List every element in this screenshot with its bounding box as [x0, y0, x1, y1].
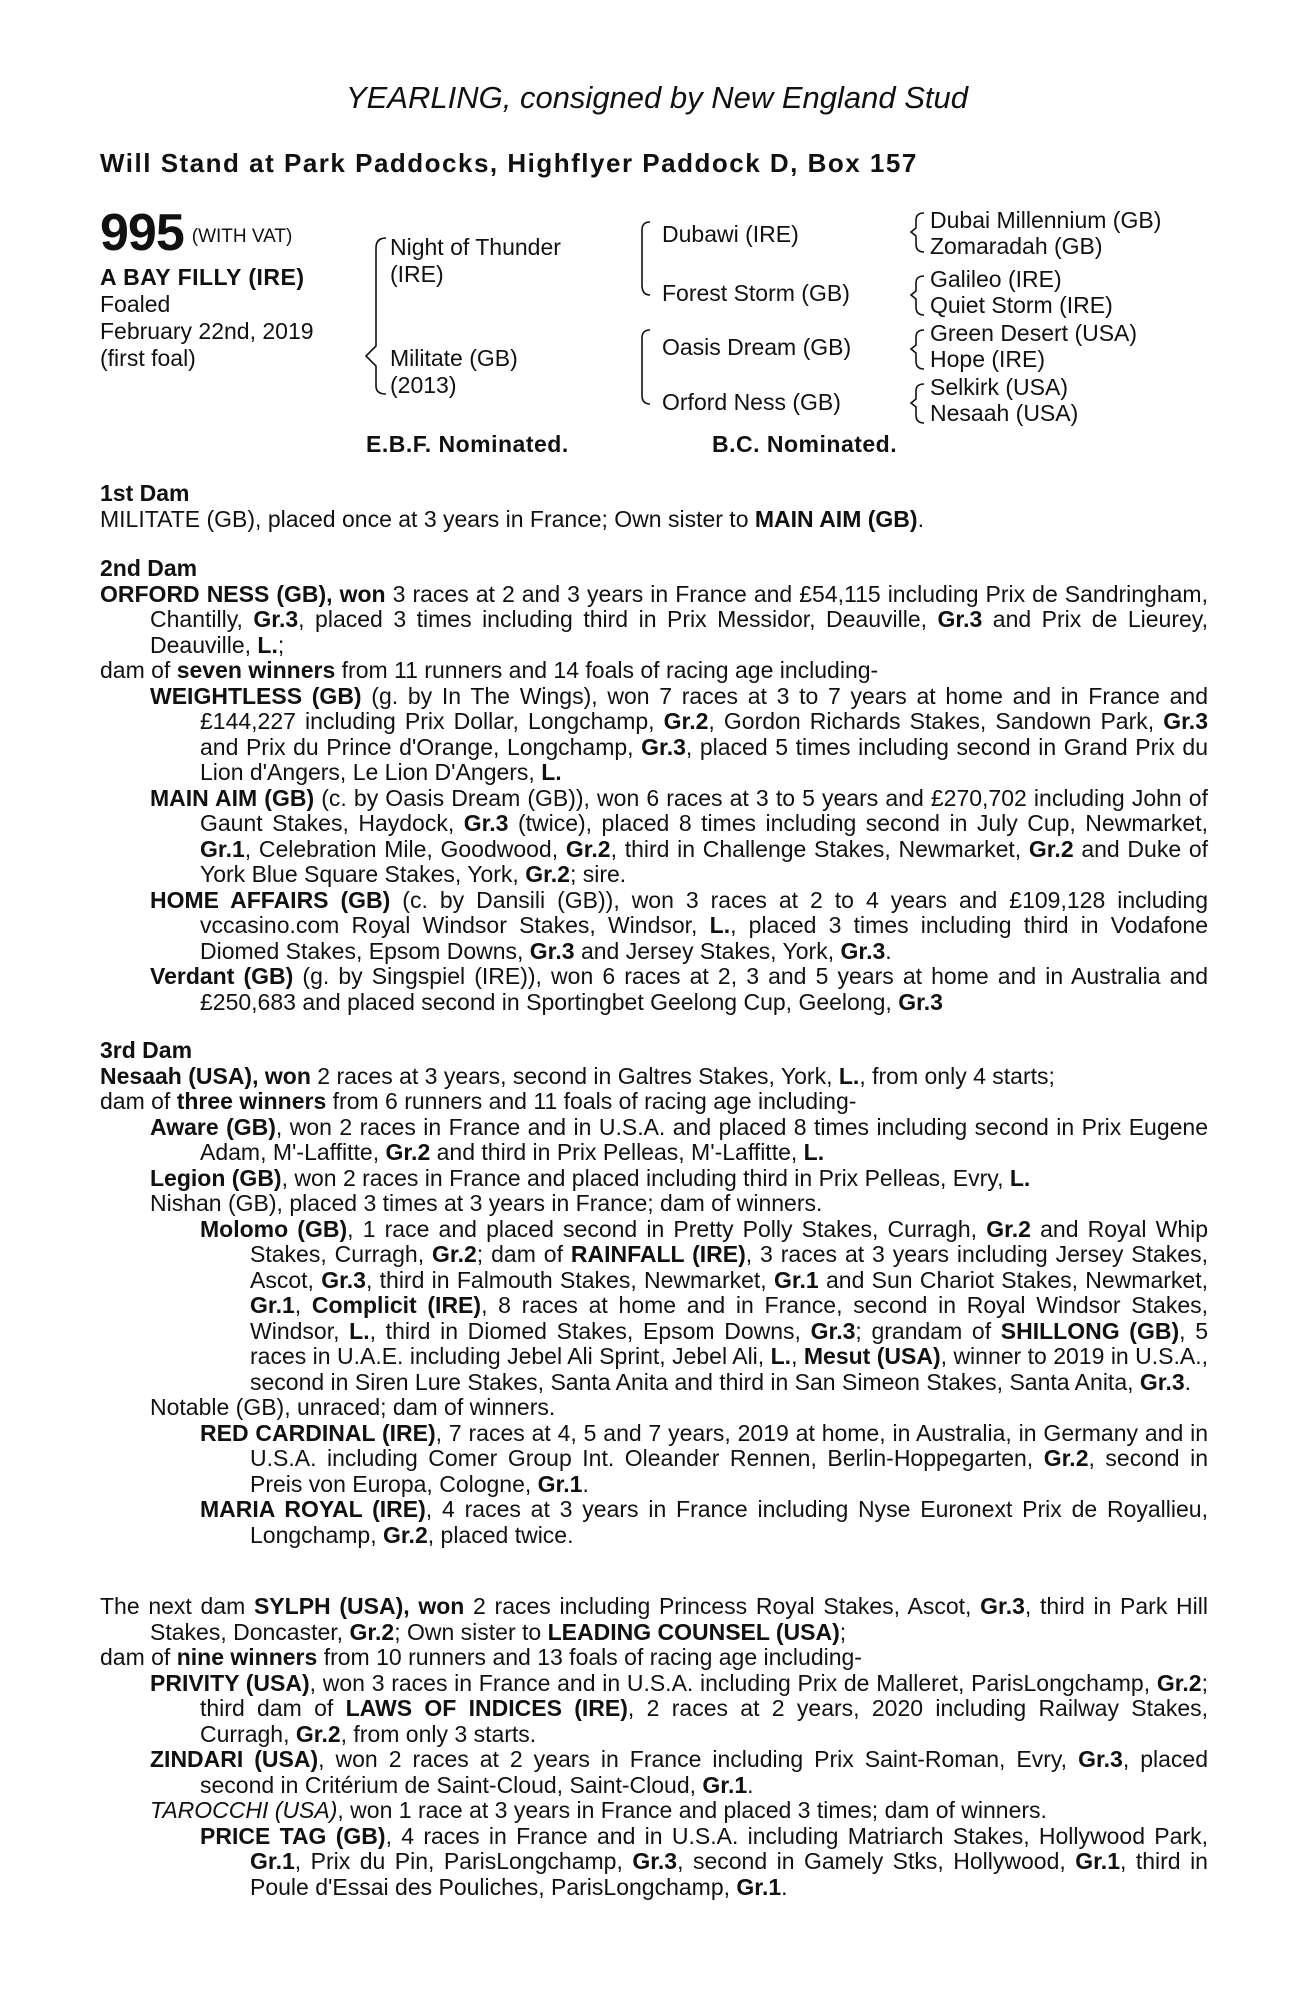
sire-name-line2: (IRE) — [390, 261, 444, 287]
produce-price-tag — [100, 1824, 1208, 1901]
bold-text: L. — [838, 1062, 860, 1089]
lot-number: 995 — [100, 204, 184, 262]
bold-text: Gr.3 — [937, 606, 983, 632]
bold-text: L. — [257, 631, 278, 658]
text: , from only 3 starts. — [340, 1720, 537, 1747]
text: and Duke of York Blue Square Stakes, York, — [200, 835, 1209, 887]
produce-notable — [100, 1395, 1208, 1421]
bold-text: RAINFALL (IRE) — [570, 1241, 746, 1267]
bold-text: MARIA ROYAL (IRE) — [200, 1496, 426, 1522]
produce-legion — [100, 1166, 1208, 1192]
sire-sire: Dubawi (IRE) — [662, 221, 799, 247]
text: MILITATE (GB), placed once at 3 years in France; Own sister to — [100, 505, 755, 532]
bold-text: Gr.3 — [529, 937, 575, 964]
second-dam-section — [100, 556, 1208, 1015]
bold-text: Gr.2 — [1156, 1669, 1202, 1696]
produce-main-aim — [100, 786, 1208, 888]
bold-text: Gr.2 — [382, 1521, 428, 1548]
text: . — [917, 505, 924, 532]
bold-text: Gr.3 — [1078, 1746, 1123, 1772]
second-dam-record — [100, 582, 1208, 659]
dam-line-brace — [642, 330, 650, 404]
text: and Jersey Stakes, York, — [574, 937, 841, 964]
text: , placed twice. — [427, 1521, 574, 1548]
next-dam-section — [100, 1594, 1208, 1900]
bold-text: L. — [803, 1139, 825, 1165]
bold-text: LEADING COUNSEL (USA) — [547, 1618, 840, 1645]
bold-text: Gr.1 — [773, 1266, 819, 1293]
gg-2: Zomaradah (GB) — [930, 233, 1103, 259]
text: , won 3 races in France and in U.S.A. including Prix de Malleret, ParisLongchamp, — [309, 1669, 1157, 1696]
text: dam of — [100, 1644, 177, 1670]
text: Notable (GB), unraced; dam of winners. — [150, 1394, 556, 1420]
bold-text: Gr.1 — [1075, 1848, 1120, 1874]
foaled-date: February 22nd, 2019 — [100, 318, 314, 344]
bold-text: Gr.2 — [525, 861, 570, 887]
text: . — [747, 1771, 754, 1798]
text: . — [582, 1470, 589, 1497]
produce-nishan — [100, 1191, 1208, 1217]
bold-text: L. — [349, 1317, 370, 1344]
bold-text: Legion (GB) — [150, 1164, 282, 1191]
bold-text: Gr.2 — [1043, 1445, 1089, 1471]
sire-line-brace — [642, 222, 650, 295]
third-dam-produce-summary — [100, 1089, 1208, 1115]
produce-molomo — [100, 1217, 1208, 1396]
bold-text: ZINDARI (USA) — [150, 1746, 319, 1772]
italic-text: TAROCCHI (USA) — [150, 1797, 338, 1823]
bold-text: PRIVITY (USA) — [150, 1669, 310, 1696]
bold-text: Gr.3 — [1139, 1368, 1185, 1395]
text: ; grandam of — [855, 1317, 1001, 1344]
bold-text: RED CARDINAL (IRE) — [200, 1419, 436, 1446]
text: ; — [277, 631, 285, 658]
text: , 4 races at 3 years in France including Nyse Euronext Prix de Royallieu, Longchamp, — [250, 1496, 1208, 1548]
bold-text: Gr.3 — [980, 1593, 1025, 1619]
sire-dam-brace — [366, 238, 386, 394]
sire-dam: Forest Storm (GB) — [662, 280, 850, 306]
bold-text: SYLPH (USA), won — [253, 1593, 465, 1619]
sire-name-line1: Night of Thunder — [390, 234, 561, 260]
bold-text: MAIN AIM (GB) — [150, 784, 315, 811]
text: , third in Challenge Stakes, Newmarket, — [610, 835, 1029, 862]
text: , placed 3 times including third in Prix Messidor, Deauville, — [298, 606, 938, 632]
bold-text: WEIGHTLESS (GB) — [150, 682, 362, 709]
text: dam of — [100, 1088, 177, 1114]
text: and Sun Chariot Stakes, Newmarket, — [818, 1266, 1208, 1293]
bold-text: SHILLONG (GB) — [1000, 1317, 1180, 1344]
bold-text: LAWS OF INDICES (IRE) — [345, 1695, 628, 1721]
text: from 11 runners and 14 foals of racing age including- — [335, 657, 879, 683]
text: 2 races at 3 years, second in Galtres Stakes, York, — [310, 1062, 839, 1089]
gg-7: Selkirk (USA) — [930, 374, 1069, 400]
text: (twice), placed 8 times including second in July Cup, Newmarket, — [508, 810, 1209, 836]
text: , Celebration Mile, Goodwood, — [244, 835, 566, 862]
text: ; third dam of — [200, 1669, 1208, 1721]
text: ; Own sister to — [394, 1618, 548, 1645]
text: dam of — [100, 657, 177, 683]
text: . — [885, 937, 892, 964]
text: and Royal Whip Stakes, Curragh, — [250, 1215, 1209, 1267]
produce-zindari — [100, 1747, 1208, 1798]
text: 3 races at 2 and 3 years in France and £54,115 including Prix de Sandringham, Chantilly, — [150, 580, 1208, 632]
bold-text: Gr.3 — [1163, 708, 1208, 734]
page-title: YEARLING, consigned by New England Stud — [345, 80, 969, 115]
dam-name-line1: Militate (GB) — [390, 345, 518, 371]
text: , third in Park Hill Stakes, Doncaster, — [150, 1593, 1208, 1645]
bold-text: Gr.2 — [385, 1139, 431, 1165]
text: Nishan (GB), placed 3 times at 3 years in France; dam of winners. — [150, 1190, 823, 1216]
next-dam-record — [100, 1594, 1208, 1645]
bold-text: L. — [709, 912, 731, 938]
bold-text: L. — [770, 1343, 792, 1369]
bold-text: Gr.3 — [641, 733, 686, 760]
next-dam-produce-summary — [100, 1645, 1208, 1671]
third-dam-section — [100, 1038, 1208, 1548]
dam-name-line2: (2013) — [390, 372, 457, 398]
bold-text: Gr.2 — [986, 1215, 1031, 1242]
bold-text: Gr.1 — [736, 1873, 782, 1900]
bold-text: Gr.1 — [200, 835, 245, 862]
text: The next dam — [100, 1593, 254, 1619]
dam-dam: Orford Ness (GB) — [662, 389, 841, 415]
text: , — [791, 1343, 804, 1369]
orford-ness-brace — [911, 384, 924, 423]
bold-text: Aware (GB) — [150, 1113, 276, 1140]
bold-text: Gr.3 — [840, 937, 886, 964]
bold-text: L. — [1009, 1164, 1031, 1191]
text: (g. by Singspiel (IRE)), won 6 races at 2, 3 and 5 years at home and in Australia and £250,683 and placed second in Sportingbet Geelong Cup, Geelong, — [200, 963, 1208, 1015]
bold-text: Nesaah (USA), won — [100, 1062, 311, 1089]
second-dam-produce-summary — [100, 658, 1208, 684]
text: , second in Preis von Europa, Cologne, — [250, 1445, 1208, 1497]
text: , 8 races at home and in France, second in Royal Windsor Stakes, Windsor, — [250, 1292, 1209, 1344]
text: , Prix du Pin, ParisLongchamp, — [294, 1848, 633, 1874]
stand-location: Will Stand at Park Paddocks, Highflyer Paddock D, Box 157 — [100, 148, 918, 178]
foal-note: (first foal) — [100, 345, 196, 371]
gg-4: Quiet Storm (IRE) — [930, 292, 1113, 318]
produce-red-cardinal — [100, 1421, 1208, 1498]
text: ; dam of — [476, 1241, 571, 1267]
text: , placed 3 times including third in Vodafone Diomed Stakes, Epsom Downs, — [200, 912, 1209, 964]
gg-8: Nesaah (USA) — [930, 400, 1079, 426]
foaled-label: Foaled — [100, 291, 171, 317]
text: . — [1184, 1368, 1192, 1395]
bold-text: MAIN AIM (GB) — [754, 505, 918, 532]
text: , second in Gamely Stks, Hollywood, — [677, 1848, 1076, 1874]
produce-home-affairs — [100, 888, 1208, 965]
bold-text: three winners — [176, 1088, 327, 1114]
text: , third in Poule d'Essai des Pouliches, ParisLongchamp, — [250, 1848, 1208, 1900]
text: from 10 runners and 13 foals of racing age including- — [317, 1644, 862, 1670]
text: , Gordon Richards Stakes, Sandown Park, — [708, 708, 1164, 734]
bold-text: Verdant (GB) — [150, 963, 294, 989]
text: , — [294, 1292, 312, 1318]
bold-text: Gr.2 — [663, 708, 709, 734]
first-dam-text — [100, 507, 1208, 533]
text: and Prix de Lieurey, Deauville, — [150, 606, 1208, 658]
vat-label: (WITH VAT) — [191, 226, 293, 247]
bc-nominated: B.C. Nominated. — [712, 431, 898, 457]
text: , placed 5 times including second in Grand Prix du Lion d'Angers, Le Lion D'Angers, — [200, 733, 1208, 785]
bold-text: Gr.2 — [349, 1618, 395, 1645]
first-dam-section — [100, 481, 1208, 532]
produce-weightless — [100, 684, 1208, 786]
bold-text: Gr.3 — [898, 988, 943, 1015]
text: , won 1 race at 3 years in France and placed 3 times; dam of winners. — [337, 1797, 1047, 1823]
bold-text: Molomo (GB) — [200, 1215, 348, 1242]
text: , third in Diomed Stakes, Epsom Downs, — [369, 1317, 811, 1344]
ebf-nominated: E.B.F. Nominated. — [366, 431, 569, 457]
first-dam-heading: 1st Dam — [100, 480, 190, 506]
text: from 6 runners and 11 foals of racing age including- — [326, 1088, 857, 1114]
bold-text: Gr.1 — [250, 1292, 295, 1318]
text: (c. by Dansili (GB)), won 3 races at 2 to 4 years and £109,128 including vccasino.com Royal Windsor Stakes, Windsor, — [200, 886, 1209, 938]
bold-text: Gr.2 — [1028, 835, 1074, 862]
bold-text: Gr.3 — [463, 810, 509, 836]
bold-text: Gr.2 — [295, 1720, 341, 1747]
text: , 5 races in U.A.E. including Jebel Ali Sprint, Jebel Ali, — [250, 1317, 1208, 1369]
text: and Prix du Prince d'Orange, Longchamp, — [200, 733, 642, 760]
produce-verdant — [100, 964, 1208, 1015]
bold-text: Gr.2 — [432, 1241, 477, 1267]
bold-text: Gr.1 — [537, 1470, 583, 1497]
forest-storm-brace — [911, 276, 924, 315]
text: , 4 races in France and in U.S.A. including Matriarch Stakes, Hollywood Park, — [385, 1822, 1208, 1849]
third-dam-heading: 3rd Dam — [100, 1037, 193, 1063]
text: , won 2 races in France and placed including third in Prix Pelleas, Evry, — [281, 1164, 1010, 1191]
gg-1: Dubai Millennium (GB) — [930, 207, 1162, 233]
second-dam-heading: 2nd Dam — [100, 555, 198, 581]
gg-6: Hope (IRE) — [930, 346, 1046, 372]
text: , won 2 races in France and in U.S.A. and placed 8 times including second in Prix Eugene Adam, M'-Laffitte, — [200, 1113, 1208, 1165]
produce-aware — [100, 1115, 1208, 1166]
dam-name — [390, 345, 518, 399]
bold-text: Mesut (USA) — [803, 1343, 941, 1369]
bold-text: PRICE TAG (GB) — [200, 1822, 386, 1849]
bold-text: seven winners — [176, 657, 336, 683]
sire-name — [390, 234, 561, 288]
text: , winner to 2019 in U.S.A., second in Siren Lure Stakes, Santa Anita and third in San Simeon Stakes, Santa Anita, — [250, 1343, 1208, 1395]
horse-name: A BAY FILLY (IRE) — [100, 264, 305, 290]
text: , 2 races at 2 years, 2020 including Railway Stakes, Curragh, — [200, 1695, 1208, 1747]
produce-tarocchi — [100, 1798, 1208, 1824]
text: . — [781, 1873, 788, 1900]
text: (g. by In The Wings), won 7 races at 3 to 7 years at home and in France and £144,227 including Prix Dollar, Longchamp, — [200, 682, 1208, 734]
bold-text: Gr.3 — [632, 1848, 678, 1874]
text: , placed second in Critérium de Saint-Cloud, Saint-Cloud, — [200, 1746, 1208, 1798]
text: ; sire. — [569, 861, 627, 887]
produce-privity — [100, 1671, 1208, 1748]
bold-text: Gr.3 — [810, 1317, 856, 1344]
bold-text: HOME AFFAIRS (GB) — [150, 886, 391, 913]
bold-text: Gr.1 — [250, 1848, 295, 1874]
bold-text: nine winners — [176, 1644, 318, 1670]
oasis-dream-brace — [911, 330, 924, 369]
text: , 1 race and placed second in Pretty Polly Stakes, Curragh, — [347, 1215, 987, 1242]
bold-text: ORFORD NESS (GB), won — [100, 580, 386, 607]
text: , won 2 races at 2 years in France including Prix Saint-Roman, Evry, — [318, 1746, 1079, 1772]
dubawi-brace — [911, 213, 924, 252]
text: ; — [839, 1618, 847, 1645]
text: and third in Prix Pelleas, M'-Laffitte, — [430, 1139, 804, 1165]
third-dam-record — [100, 1064, 1208, 1090]
bold-text: Gr.1 — [702, 1771, 748, 1798]
text: , third in Falmouth Stakes, Newmarket, — [365, 1266, 774, 1293]
bold-text: Gr.2 — [565, 835, 611, 862]
text: , 7 races at 4, 5 and 7 years, 2019 at home, in Australia, in Germany and in U.S.A. including Comer Group Int. Oleander Rennen, Berlin-Hoppegarten, — [250, 1419, 1208, 1471]
produce-maria-royal — [100, 1497, 1208, 1548]
gg-5: Green Desert (USA) — [930, 320, 1138, 346]
dam-sire: Oasis Dream (GB) — [662, 334, 852, 360]
bold-text: L. — [541, 759, 562, 785]
bold-text: Complicit (IRE) — [311, 1292, 482, 1318]
bold-text: Gr.3 — [253, 606, 299, 632]
text: , 3 races at 3 years including Jersey Stakes, Ascot, — [250, 1241, 1208, 1293]
bold-text: Gr.3 — [321, 1266, 366, 1293]
text: 2 races including Princess Royal Stakes, Ascot, — [464, 1593, 981, 1619]
text: , from only 4 starts; — [859, 1062, 1055, 1089]
text: (c. by Oasis Dream (GB)), won 6 races at 3 to 5 years and £270,702 including John of Gaunt Stakes, Haydock, — [200, 784, 1208, 836]
gg-3: Galileo (IRE) — [930, 266, 1062, 292]
